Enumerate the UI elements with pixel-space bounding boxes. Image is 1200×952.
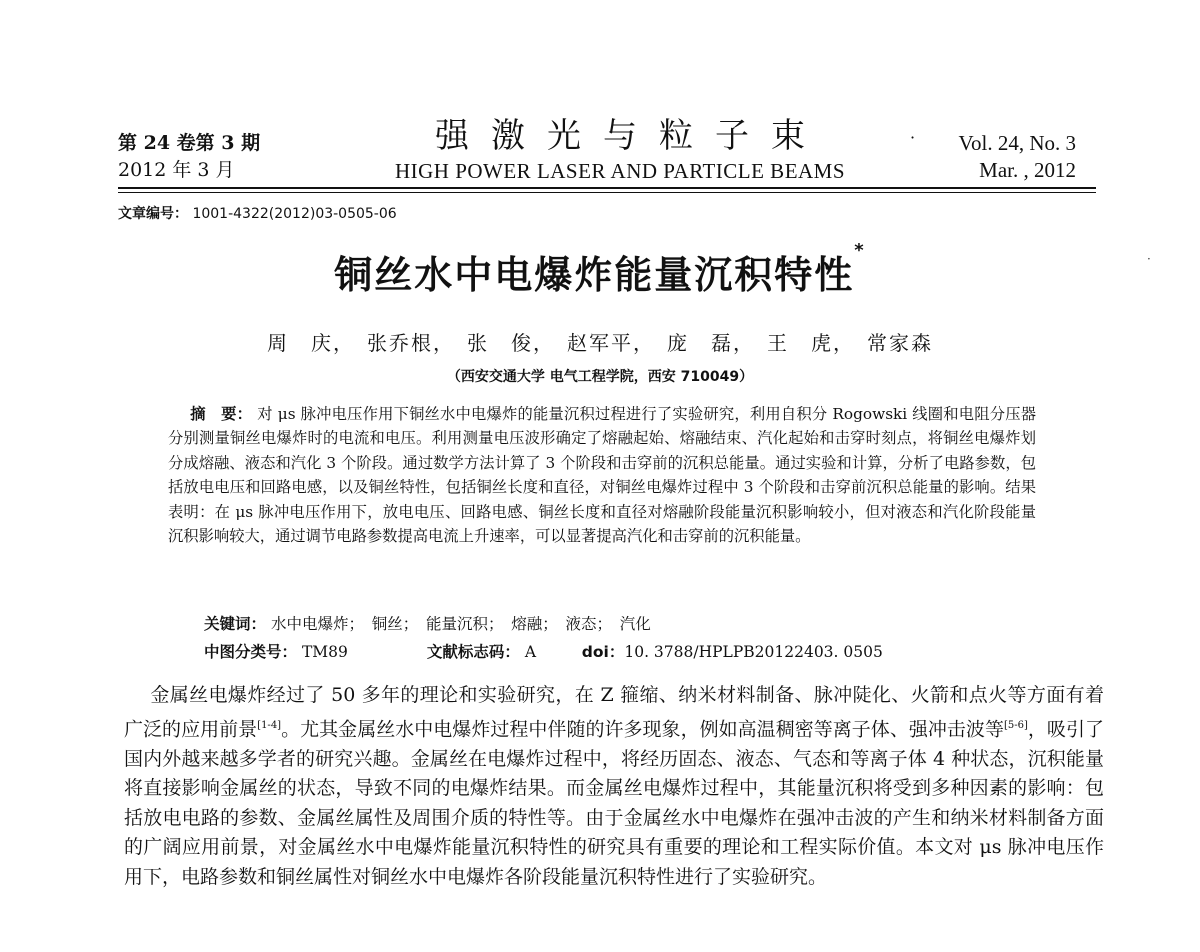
doc-code-label: 文献标志码： [426,643,520,661]
article-number-value: 1001-4322(2012)03-0505-06 [192,206,397,222]
header-rule-thick [118,187,1096,189]
title-footnote-mark: * [854,240,866,261]
header-left [118,130,260,184]
keywords-text: 水中电爆炸； 铜丝； 能量沉积； 熔融； 液态； 汽化 [270,615,651,633]
date-en: Mar. , 2012 [979,158,1076,182]
intro-text-part-3: ，吸引了国内外越来越多学者的研究兴趣。金属丝在电爆炸过程中，将经历固态、液态、气态和等离子体 4 种状态，沉积能量将直接影响金属丝的状态，导致不同的电爆炸结果。而金属丝电爆炸过程中，其能量沉积将受到多种因素的影响：包括放电电路的参数、金属丝属性及周围介质的特性等。由于金属丝水中电爆炸在强冲击波的产生和纳米材料制备方面的广阔应用前景，对金属丝水中电爆炸能量沉积特性的研究具有重要的理论和工程实际价值。本文对 μs 脉冲电压作用下，电路参数和铜丝属性对铜丝水中电爆炸各阶段能量沉积特性进行了实验研究。 [124,717,1104,888]
doc-code-value: A [524,643,537,661]
intro-text-part-1: 金属丝电爆炸经过了 50 多年的理论和实验研究，在 Z 箍缩、纳米材料制备、脉冲陡化、火箭和点火等方面有着广泛的应用前景 [124,684,1104,740]
volume-issue-cn: 第 24 卷第 3 期 [118,132,261,154]
scan-speck: · [1147,252,1151,266]
article-number [118,203,397,223]
header-right [959,130,1076,184]
keywords-label: 关键词： [204,615,267,633]
doi-label: doi： [581,643,625,661]
journal-name-cn: 强激光与粒子束 [435,116,827,156]
classification-line [204,640,1044,662]
journal-title [300,114,940,184]
clc-value: TM89 [301,643,348,661]
abstract-text: 对 μs 脉冲电压作用下铜丝水中电爆炸的能量沉积过程进行了实验研究，利用自积分 Rogowski 线圈和电阻分压器分别测量铜丝电爆炸时的电流和电压。利用测量电压波形确定了熔融起始、熔融结束、汽化起始和击穿时刻点，将铜丝电爆炸划分成熔融、液态和汽化 3 个阶段。通过数学方法计算了 3 个阶段和击穿前的沉积总能量。通过实验和计算，分析了电路参数，包括放电电压和回路电感，以及铜丝特性，包括铜丝长度和直径，对铜丝电爆炸过程中 3 个阶段和击穿前沉积总能量的影响。结果表明：在 μs 脉冲电压作用下，放电电压、回路电感、铜丝长度和直径对熔融阶段能量沉积影响较小，但对液态和汽化阶段能量沉积影响较大，通过调节电路参数提高电流上升速率，可以显著提高汽化和击穿前的沉积能量。 [168,405,1036,546]
header-rule-thin [118,192,1096,193]
journal-name-en: HIGH POWER LASER AND PARTICLE BEAMS [394,159,846,183]
abstract [168,402,1036,548]
doi-value: 10. 3788/HPLPB20122403. 0505 [624,643,883,661]
intro-paragraph [124,681,1104,892]
paper-title [0,240,1200,299]
clc-label: 中图分类号： [204,643,298,661]
date-cn: 2012 年 3 月 [118,159,235,181]
abstract-label: 摘 要： [190,405,253,423]
article-number-label: 文章编号： [118,206,188,222]
paper-title-text: 铜丝水中电爆炸能量沉积特性 [334,253,855,297]
keywords [204,612,651,634]
header-mark: · [910,128,916,147]
citation-2[interactable]: [5-6] [1003,719,1028,731]
intro-text-part-2: 。尤其金属丝水中电爆炸过程中伴随的许多现象，例如高温稠密等离子体、强冲击波等 [281,717,1004,740]
affiliation: （西安交通大学 电气工程学院，西安 710049） [446,369,754,385]
author-list: 周 庆， 张乔根， 张 俊， 赵军平， 庞 磊， 王 虎， 常家森 [267,331,933,355]
volume-issue-en: Vol. 24, No. 3 [958,131,1076,155]
citation-1[interactable]: [1-4] [257,719,282,731]
